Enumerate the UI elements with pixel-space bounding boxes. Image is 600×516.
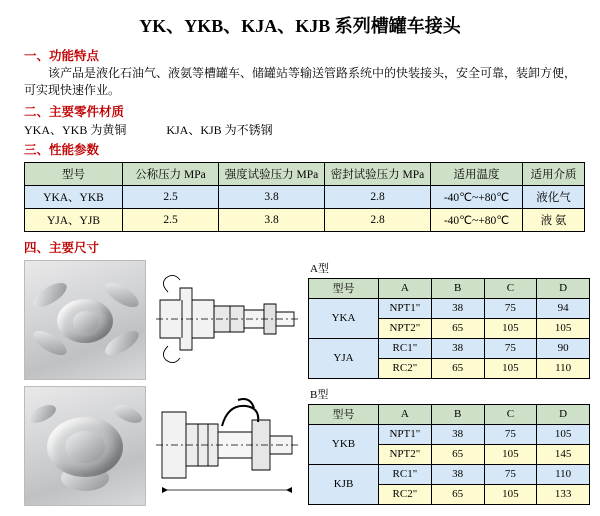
section-1-body: 该产品是液化石油气、液氨等槽罐车、储罐站等输送管路系统中的快装接头，安全可靠，装卸方便，可实现快速作业。	[24, 66, 577, 98]
dim-b-col-D: D	[537, 404, 590, 424]
dim-b-col-A: A	[379, 404, 432, 424]
figures-area	[24, 260, 596, 506]
dim-cell: 38	[431, 464, 484, 484]
material-stainless: KJA、KJB 为不锈钢	[166, 122, 273, 137]
type-b-label: B型	[310, 388, 329, 401]
dim-b-col-C: C	[484, 404, 537, 424]
dim-cell: 75	[484, 464, 537, 484]
dim-cell: 105	[484, 484, 537, 504]
dim-a-col-B: B	[431, 278, 484, 298]
dim-b-col-B: B	[431, 404, 484, 424]
section-4-heading: 四、主要尺寸	[24, 240, 100, 255]
dim-a-model: YKA	[309, 298, 379, 338]
dim-cell: 38	[431, 424, 484, 444]
dim-cell: 90	[537, 338, 590, 358]
dim-cell: 145	[537, 444, 590, 464]
dim-table-a	[308, 278, 590, 379]
dim-cell: RC1"	[379, 338, 432, 358]
dim-cell: NPT2"	[379, 444, 432, 464]
dim-a-col-model: 型号	[309, 278, 379, 298]
section-2-body	[24, 121, 590, 138]
section-2-heading: 二、主要零件材质	[24, 104, 125, 119]
dim-cell: 65	[431, 444, 484, 464]
dim-a-model: YJA	[309, 338, 379, 378]
table-row	[309, 298, 590, 318]
type-a-label: A型	[310, 262, 329, 275]
table-header-row	[309, 278, 590, 298]
drawing-a-svg	[152, 260, 300, 378]
table-row	[309, 424, 590, 444]
dim-cell: 75	[484, 298, 537, 318]
table-row	[309, 338, 590, 358]
dim-cell: 105	[537, 318, 590, 338]
page-title: YK、YKB、KJA、KJB 系列槽罐车接头	[139, 16, 461, 36]
dim-cell: 110	[537, 358, 590, 378]
dim-cell: 65	[431, 318, 484, 338]
dim-table-b	[308, 404, 590, 505]
dim-cell: 65	[431, 358, 484, 378]
dim-a-col-C: C	[484, 278, 537, 298]
photo-shape	[73, 311, 99, 333]
photo-shape	[111, 401, 144, 426]
spec-table	[24, 162, 585, 232]
table-row	[25, 208, 585, 231]
dim-table-b-wrap	[308, 386, 596, 505]
dim-cell: 65	[431, 484, 484, 504]
dim-cell: 105	[484, 318, 537, 338]
spec-cell: YJA、YJB	[25, 208, 123, 231]
dim-cell: 105	[484, 358, 537, 378]
table-row	[309, 464, 590, 484]
dim-b-model: YKB	[309, 424, 379, 464]
dim-table-a-wrap	[308, 260, 596, 379]
spec-cell: 液化气	[523, 185, 585, 208]
dim-cell: 110	[537, 464, 590, 484]
spec-col-model: 型号	[25, 162, 123, 185]
dim-cell: 38	[431, 298, 484, 318]
spec-cell: 3.8	[219, 208, 325, 231]
dim-cell: 75	[484, 338, 537, 358]
drawing-b-svg	[152, 386, 300, 504]
dim-cell: 94	[537, 298, 590, 318]
photo-shape	[65, 431, 105, 463]
spec-col-medium: 适用介质	[523, 162, 585, 185]
figure-row-b	[24, 386, 596, 506]
spec-col-strength-test-pressure: 强度试验压力 MPa	[219, 162, 325, 185]
dim-cell: 105	[484, 444, 537, 464]
section-1-heading: 一、功能特点	[24, 49, 100, 63]
coupling-b-technical-drawing	[152, 386, 300, 504]
spec-cell: -40℃~+80℃	[431, 185, 523, 208]
dim-cell: 38	[431, 338, 484, 358]
spec-cell: 2.8	[325, 208, 431, 231]
table-row	[25, 185, 585, 208]
dim-cell: NPT2"	[379, 318, 432, 338]
dim-cell: RC2"	[379, 358, 432, 378]
table-header-row	[25, 162, 585, 185]
spec-cell: 2.5	[123, 208, 219, 231]
dim-cell: RC1"	[379, 464, 432, 484]
coupling-a-technical-drawing	[152, 260, 300, 378]
dim-cell: NPT1"	[379, 298, 432, 318]
dim-cell: RC2"	[379, 484, 432, 504]
spec-col-temperature: 适用温度	[431, 162, 523, 185]
dim-a-col-D: D	[537, 278, 590, 298]
dim-b-col-model: 型号	[309, 404, 379, 424]
dim-cell: 133	[537, 484, 590, 504]
spec-cell: 2.8	[325, 185, 431, 208]
spec-col-nominal-pressure: 公称压力 MPa	[123, 162, 219, 185]
dim-b-model: KJB	[309, 464, 379, 504]
dim-cell: 75	[484, 424, 537, 444]
photo-shape	[102, 278, 143, 312]
spec-cell: 液 氨	[523, 208, 585, 231]
spec-col-seal-test-pressure: 密封试验压力 MPa	[325, 162, 431, 185]
spec-cell: YKA、YKB	[25, 185, 123, 208]
spec-cell: 3.8	[219, 185, 325, 208]
flanged-coupling-photo	[24, 386, 146, 506]
spec-cell: -40℃~+80℃	[431, 208, 523, 231]
spec-cell: 2.5	[123, 185, 219, 208]
table-header-row	[309, 404, 590, 424]
photo-shape	[25, 401, 58, 426]
material-brass: YKA、YKB 为黄铜	[24, 122, 127, 137]
figure-row-a	[24, 260, 596, 380]
dim-cell: NPT1"	[379, 424, 432, 444]
claw-coupling-photo	[24, 260, 146, 380]
dim-cell: 105	[537, 424, 590, 444]
dim-a-col-A: A	[379, 278, 432, 298]
section-3-heading: 三、性能参数	[24, 142, 100, 157]
